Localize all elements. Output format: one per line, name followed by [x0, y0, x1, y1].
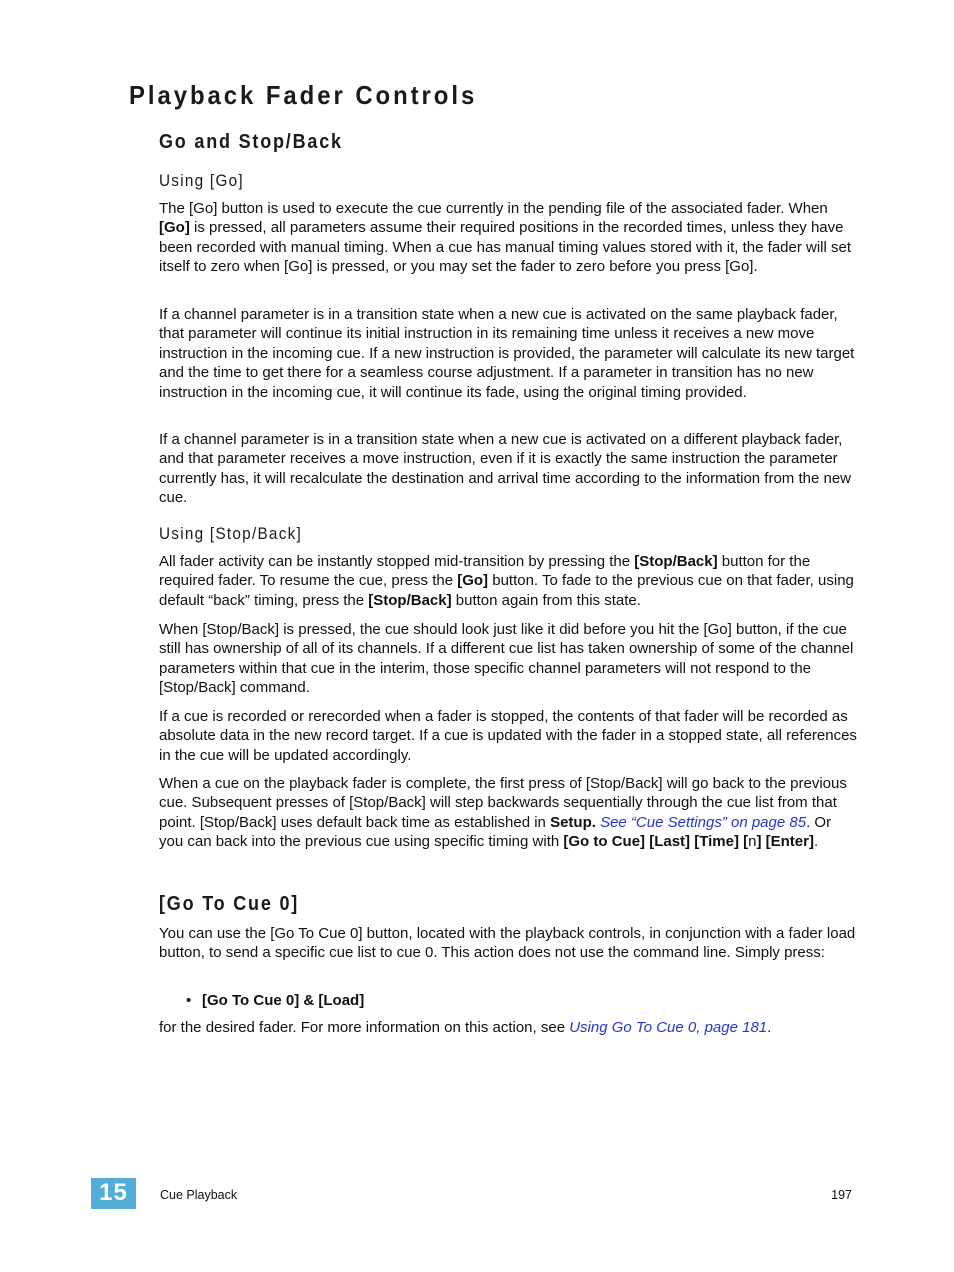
chapter-number-badge: 15	[91, 1178, 136, 1209]
paragraph-stop-back-1: All fader activity can be instantly stopped mid-transition by pressing the [Stop/Back] button for the required fader. To resume the cue, press the [Go] button. To fade to the previous cue on that fader, using default “back” timing, press the [Stop/Back] button again from this state.	[159, 553, 854, 609]
paragraph-go-to-cue-0-2: for the desired fader. For more information on this action, see Using Go To Cue 0, page 181.	[159, 1019, 772, 1036]
paragraph-go-1: The [Go] button is used to execute the cue currently in the pending file of the associated fader. When [Go] is pressed, all parameters assume their required positions in the recorded times, unless they have been recorded with manual timing. When a cue has manual timing values stored with it, the fader will set itself to zero when [Go] is pressed, or you may set the fader to zero before you press [Go].	[159, 200, 852, 276]
section-heading-go-stop-back: Go and Stop/Back	[159, 131, 343, 153]
bullet-item: • [Go To Cue 0] & [Load]	[186, 992, 365, 1009]
section-heading-go-to-cue-0: [Go To Cue 0]	[159, 893, 300, 915]
paragraph-stop-back-4: When a cue on the playback fader is complete, the first press of [Stop/Back] will go back to the previous cue. Subsequent presses of [Stop/Back] will step backwards sequentially through the cue list from that point. [Stop/Back] uses default back time as established in Setup. See “Cue Settings” on page 85. Or you can back into the previous cue using specific timing with [Go to Cue] [Last] [Time] [n] [Enter].	[159, 775, 847, 851]
subsection-heading-using-go: Using [Go]	[159, 171, 244, 190]
paragraph-go-3: If a channel parameter is in a transition state when a new cue is activated on a different playback fader, and that parameter receives a move instruction, even if it is exactly the same instruction the parameter currently has, it will recalculate the destination and arrival time according to the information from the new cue.	[159, 431, 851, 507]
subsection-heading-using-stop-back: Using [Stop/Back]	[159, 524, 303, 543]
footer-section-title: Cue Playback	[160, 1188, 238, 1202]
paragraph-stop-back-2: When [Stop/Back] is pressed, the cue should look just like it did before you hit the [Go] button, if the cue still has ownership of all of its channels. If a different cue list has taken ownership of some of the channel parameters within that cue in the interim, those specific channel parameters will not respond to the [Stop/Back] command.	[159, 621, 854, 697]
page-title: Playback Fader Controls	[129, 80, 478, 110]
paragraph-stop-back-3: If a cue is recorded or rerecorded when a fader is stopped, the contents of that fader will be recorded as absolute data in the new record target. If a cue is updated with the fader in a stopped state, all references in the cue will be updated accordingly.	[159, 708, 857, 764]
bullet-mark: •	[186, 992, 192, 1009]
footer-page-number: 197	[831, 1188, 852, 1202]
paragraph-go-2: If a channel parameter is in a transition state when a new cue is activated on the same playback fader, that parameter will continue its initial instruction in its remaining time unless it receives a new move instruction in the incoming cue. If a new instruction is provided, the parameter will calculate its new target and the time to get there for a seamless course adjustment. If a parameter in transition has no new instruction in the incoming cue, it will continue its fade, using the original timing provided.	[159, 306, 855, 401]
link-cue-settings[interactable]: See “Cue Settings” on page 85	[600, 813, 807, 831]
link-using-go-to-cue-0[interactable]: Using Go To Cue 0, page 181	[569, 1019, 768, 1036]
paragraph-go-to-cue-0-1: You can use the [Go To Cue 0] button, located with the playback controls, in conjunction with a fader load button, to send a specific cue list to cue 0. This action does not use the command line. Simply press:	[159, 925, 856, 962]
